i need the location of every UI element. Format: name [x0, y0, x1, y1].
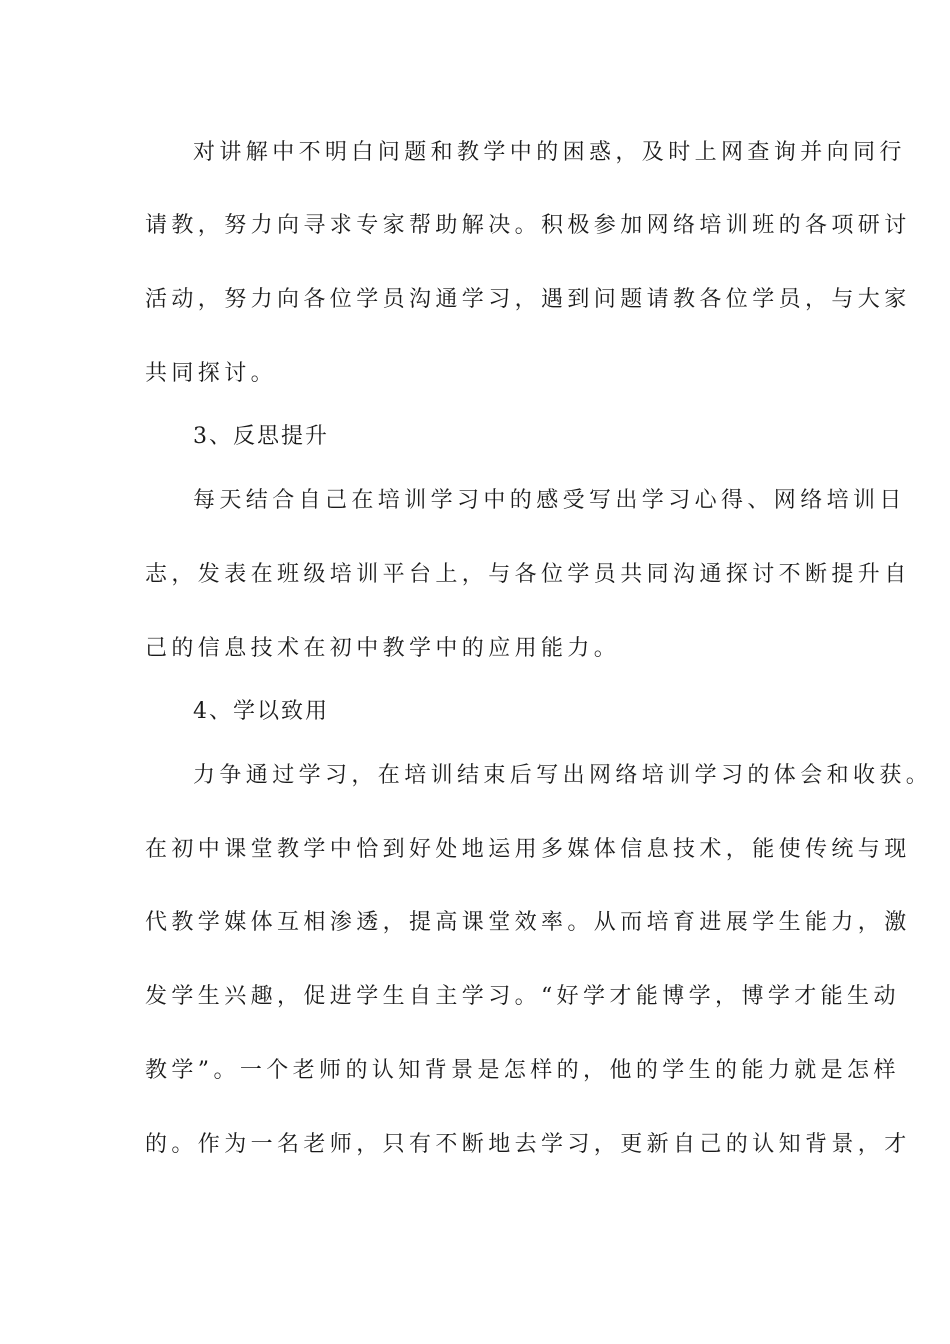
paragraph-line: 代教学媒体互相渗透，提高课堂效率。从而培育进展学生能力，激 — [145, 910, 911, 935]
section-heading: 3、反思提升 — [193, 424, 329, 449]
section-heading: 4、学以致用 — [193, 699, 329, 724]
paragraph-line: 发学生兴趣，促进学生自主学习。“好学才能博学，博学才能生动 — [145, 984, 900, 1009]
paragraph-line: 在初中课堂教学中恰到好处地运用多媒体信息技术，能使传统与现 — [145, 837, 911, 862]
paragraph-line: 活动，努力向各位学员沟通学习，遇到问题请教各位学员，与大家 — [145, 287, 911, 312]
paragraph-line: 对讲解中不明白问题和教学中的困惑，及时上网查询并向同行 — [193, 140, 906, 165]
paragraph-line: 的。作为一名老师，只有不断地去学习，更新自己的认知背景，才 — [145, 1132, 911, 1157]
paragraph-line: 共同探讨。 — [145, 361, 278, 386]
paragraph-line: 教学”。一个老师的认知背景是怎样的，他的学生的能力就是怎样 — [145, 1058, 900, 1083]
paragraph-line: 请教，努力向寻求专家帮助解决。积极参加网络培训班的各项研讨 — [145, 213, 911, 238]
paragraph-line: 志，发表在班级培训平台上，与各位学员共同沟通探讨不断提升自 — [145, 562, 911, 587]
paragraph-line: 己的信息技术在初中教学中的应用能力。 — [145, 636, 621, 661]
paragraph-line: 力争通过学习，在培训结束后写出网络培训学习的体会和收获。 — [193, 763, 933, 788]
paragraph-line: 每天结合自己在培训学习中的感受写出学习心得、网络培训日 — [193, 488, 906, 513]
